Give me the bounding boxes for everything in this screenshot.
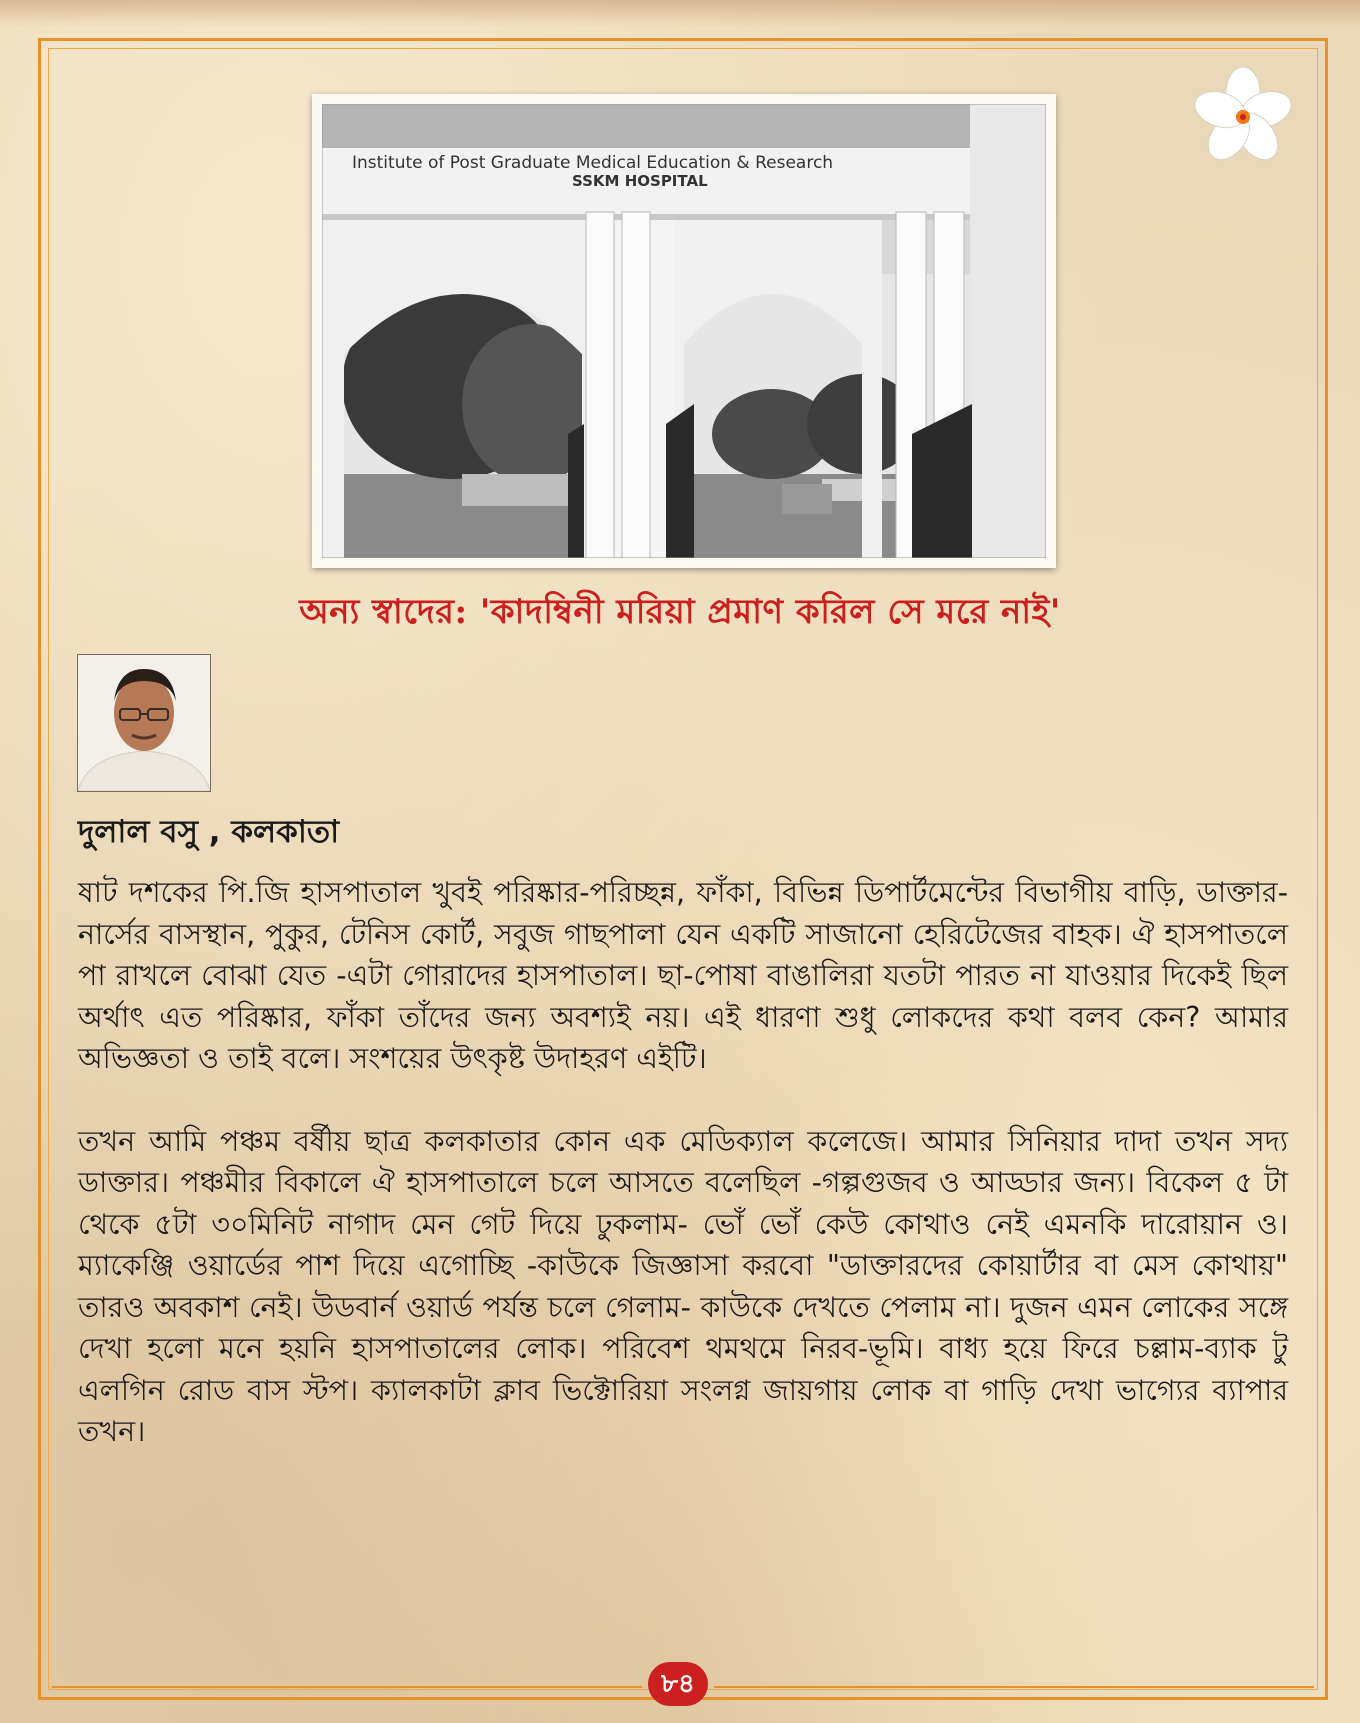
footer-rule-right — [714, 1686, 1314, 1688]
hospital-gate-photo — [312, 94, 1056, 568]
gate-sign-line2: SSKM HOSPITAL — [572, 172, 708, 190]
article-body — [78, 872, 1288, 1453]
photo-image — [322, 104, 1046, 558]
author-byline: দুলাল বসু , কলকাতা — [78, 814, 340, 850]
article-title: অন্য স্বাদের: 'কাদম্বিনী মরিয়া প্রমাণ করিল সে মরে নাই' — [299, 592, 1061, 632]
paragraph-2: তখন আমি পঞ্চম বর্ষীয় ছাত্র কলকাতার কোন এক মেডিক্যাল কলেজে। আমার সিনিয়ার দাদা তখন সদ্য ডাক্তার। পঞ্চমীর বিকালে ঐ হাসপাতালে চলে আসতে বলেছিল -গল্পগুজব ও আড্ডার জন্য। বিকেল ৫ টা থেকে ৫টা ৩০মিনিট নাগাদ মেন গেট দিয়ে ঢুকলাম- ভোঁ ভোঁ কেউ কোথাও নেই এমনকি দারোয়ান ও। ম্যাকেঞ্জি ওয়ার্ডের পাশ দিয়ে এগোচ্ছি -কাউকে জিজ্ঞাসা করবো "ডাক্তারদের কোয়ার্টার বা মেস কোথায়" তারও অবকাশ নেই। উডবার্ন ওয়ার্ড পর্যন্ত চলে গেলাম- কাউকে দেখতে পেলাম না। দুজন এমন লোকের সঙ্গে দেখা হলো মনে হয়নি হাসপাতালের লোক। পরিবেশ থমথমে নিরব-ভূমি। বাধ্য হয়ে ফিরে চল্লাম-ব্যাক টু এলগিন রোড বাস স্টপ। ক্যালকাটা ক্লাব ভিক্টোরিয়া সংলগ্ন জায়গায় লোক বা গাড়ি দেখা ভাগ্যের ব্যাপার তখন। — [78, 1124, 1288, 1448]
flower-icon — [1188, 62, 1298, 172]
author-photo — [77, 654, 211, 792]
paragraph-1: ষাট দশকের পি.জি হাসপাতাল খুবই পরিষ্কার-পরিচ্ছন্ন, ফাঁকা, বিভিন্ন ডিপার্টমেন্টের বিভাগীয় বাড়ি, ডাক্তার-নার্সের বাসস্থান, পুকুর, টেনিস কোর্ট, সবুজ গাছপালা যেন একটি সাজানো হেরিটেজের বাহক। ঐ হাসপাতলে পা রাখলে বোঝা যেত -এটা গোরাদের হাসপাতাল। ছা-পোষা বাঙালিরা যতটা পারত না যাওয়ার দিকেই ছিল অর্থাৎ এত পরিষ্কার, ফাঁকা তাঁদের জন্য অবশ্যই নয়। এই ধারণা শুধু লোকদের কথা বলব কেন? আমার অভিজ্ঞতা ও তাই বলে। সংশয়ের উৎকৃষ্ট উদাহরণ এইটি। — [78, 876, 1288, 1075]
page-number-badge: ৮৪ — [648, 1662, 708, 1706]
top-decorative-band — [0, 0, 1360, 28]
gate-sign-line1: Institute of Post Graduate Medical Education & Research — [352, 153, 834, 173]
footer-rule-left — [52, 1686, 642, 1688]
